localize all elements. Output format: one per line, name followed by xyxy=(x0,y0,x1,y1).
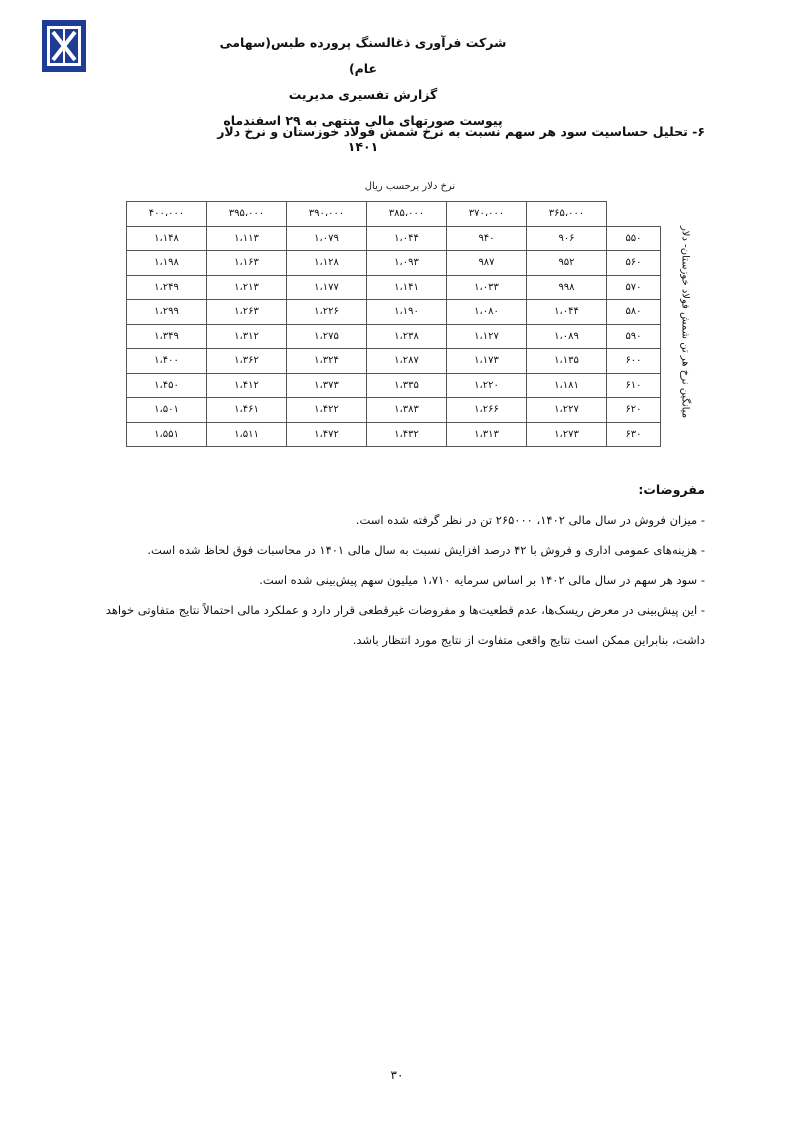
report-title: گزارش تفسیری مدیریت xyxy=(288,87,438,102)
table-cell: ۱،۳۸۳ xyxy=(367,398,447,423)
assumptions-title: مفروضات: xyxy=(638,482,705,497)
table-cell: ۱،۰۸۹ xyxy=(527,324,607,349)
assumption-item: - هزینه‌های عمومی اداری و فروش با ۴۲ درصد افزایش نسبت به سال مالی ۱۴۰۱ در محاسبات فوق لحاظ شده است. xyxy=(147,543,705,557)
table-cell: ۱،۱۱۳ xyxy=(207,226,287,251)
table-cell: ۱،۳۶۲ xyxy=(207,349,287,374)
table-cell: ۱،۳۷۳ xyxy=(287,373,367,398)
sensitivity-table xyxy=(126,201,661,447)
company-name: شرکت فرآوری ذغالسنگ پرورده طبس(سهامی عام) xyxy=(219,35,507,76)
document-header xyxy=(213,30,513,160)
table-cell: ۱،۴۲۲ xyxy=(287,398,367,423)
table-cell: ۱،۴۳۲ xyxy=(367,422,447,447)
table-cell: ۹۹۸ xyxy=(527,275,607,300)
row-header: ۵۶۰ xyxy=(607,251,661,276)
table-cell: ۱،۱۷۷ xyxy=(287,275,367,300)
table-cell: ۱،۲۸۷ xyxy=(367,349,447,374)
assumption-item: - میزان فروش در سال مالی ۱۴۰۲، ۲۶۵۰۰۰ تن در نظر گرفته شده است. xyxy=(355,513,705,527)
table-cell: ۱،۰۴۴ xyxy=(367,226,447,251)
row-header: ۵۵۰ xyxy=(607,226,661,251)
table-cell: ۱،۱۲۷ xyxy=(447,324,527,349)
row-header: ۵۸۰ xyxy=(607,300,661,325)
table-cell: ۱،۵۰۱ xyxy=(127,398,207,423)
table-cell: ۱،۲۹۹ xyxy=(127,300,207,325)
table-cell: ۱،۲۷۳ xyxy=(527,422,607,447)
table-cell: ۱،۲۳۸ xyxy=(367,324,447,349)
table-cell: ۱،۴۰۰ xyxy=(127,349,207,374)
table-cell: ۱،۵۵۱ xyxy=(127,422,207,447)
table-caption: نرخ دلار برحسب ریال xyxy=(364,181,456,192)
company-logo-icon xyxy=(42,20,86,72)
table-cell: ۱،۲۱۳ xyxy=(207,275,287,300)
table-cell: ۱،۳۳۵ xyxy=(367,373,447,398)
table-cell: ۱،۱۴۱ xyxy=(367,275,447,300)
page-number: ۳۰ xyxy=(390,1068,404,1082)
table-row xyxy=(127,398,661,423)
row-axis-label-text: میانگین نرخ هر تن شمش فولاد خوزستان- دلار xyxy=(679,225,691,419)
table-cell: ۱،۰۹۳ xyxy=(367,251,447,276)
table-cell: ۹۸۷ xyxy=(447,251,527,276)
table-row xyxy=(127,324,661,349)
table-row xyxy=(127,422,661,447)
table-row xyxy=(127,373,661,398)
table-cell: ۹۵۲ xyxy=(527,251,607,276)
table-cell: ۱،۴۶۱ xyxy=(207,398,287,423)
column-header: ۳۸۵،۰۰۰ xyxy=(367,202,447,227)
table-cell: ۱،۲۲۰ xyxy=(447,373,527,398)
table-cell: ۱،۱۳۵ xyxy=(527,349,607,374)
table-cell: ۱،۱۸۱ xyxy=(527,373,607,398)
column-header: ۴۰۰،۰۰۰ xyxy=(127,202,207,227)
table-cell: ۱،۳۲۴ xyxy=(287,349,367,374)
table-cell: ۱،۱۷۳ xyxy=(447,349,527,374)
table-cell: ۱،۲۴۹ xyxy=(127,275,207,300)
table-cell: ۱،۰۴۴ xyxy=(527,300,607,325)
column-header: ۳۶۵،۰۰۰ xyxy=(527,202,607,227)
table-row xyxy=(127,275,661,300)
table-cell: ۹۴۰ xyxy=(447,226,527,251)
table-cell: ۱،۱۶۳ xyxy=(207,251,287,276)
report-subtitle: پیوست صورتهای مالی منتهی به ۲۹ اسفندماه ۱۴۰۱ xyxy=(223,113,503,154)
table-cell: ۱،۱۴۸ xyxy=(127,226,207,251)
row-axis-label xyxy=(670,210,700,435)
table-cell: ۱،۲۲۶ xyxy=(287,300,367,325)
table-cell: ۱،۴۵۰ xyxy=(127,373,207,398)
table-header-row xyxy=(127,202,661,227)
column-header: ۳۹۵،۰۰۰ xyxy=(207,202,287,227)
table-cell: ۱،۲۲۷ xyxy=(527,398,607,423)
row-header: ۶۰۰ xyxy=(607,349,661,374)
table-row xyxy=(127,300,661,325)
table-row xyxy=(127,226,661,251)
table-cell: ۱،۱۲۸ xyxy=(287,251,367,276)
assumption-item: - سود هر سهم در سال مالی ۱۴۰۲ بر اساس سرمایه ۱،۷۱۰ میلیون سهم پیش‌بینی شده است. xyxy=(259,573,705,587)
section-title: ۶- تحلیل حساسیت سود هر سهم نسبت به نرخ شمش فولاد خوزستان و نرخ دلار xyxy=(217,124,705,139)
table-cell: ۱،۳۱۲ xyxy=(207,324,287,349)
row-header: ۶۱۰ xyxy=(607,373,661,398)
table-cell: ۹۰۶ xyxy=(527,226,607,251)
column-header: ۳۷۰،۰۰۰ xyxy=(447,202,527,227)
assumptions-list xyxy=(93,505,705,655)
table-cell: ۱،۴۱۲ xyxy=(207,373,287,398)
row-header: ۵۷۰ xyxy=(607,275,661,300)
table-cell: ۱،۱۹۸ xyxy=(127,251,207,276)
corner-cell xyxy=(607,202,661,227)
table-cell: ۱،۲۶۶ xyxy=(447,398,527,423)
table-cell: ۱،۲۶۳ xyxy=(207,300,287,325)
table-cell: ۱،۳۴۹ xyxy=(127,324,207,349)
table-cell: ۱،۴۷۲ xyxy=(287,422,367,447)
row-header: ۵۹۰ xyxy=(607,324,661,349)
table-cell: ۱،۲۷۵ xyxy=(287,324,367,349)
table-cell: ۱،۱۹۰ xyxy=(367,300,447,325)
row-header: ۶۳۰ xyxy=(607,422,661,447)
table-cell: ۱،۰۳۳ xyxy=(447,275,527,300)
table-row xyxy=(127,349,661,374)
table-cell: ۱،۰۸۰ xyxy=(447,300,527,325)
table-row xyxy=(127,251,661,276)
table-cell: ۱،۰۷۹ xyxy=(287,226,367,251)
row-header: ۶۲۰ xyxy=(607,398,661,423)
column-header: ۳۹۰،۰۰۰ xyxy=(287,202,367,227)
table-body xyxy=(127,202,661,447)
table-cell: ۱،۳۱۳ xyxy=(447,422,527,447)
assumption-item: - این پیش‌بینی در معرض ریسک‌ها، عدم قطعیت‌ها و مفروضات غیرقطعی قرار دارد و عملکرد مالی احتمالاً نتایج متفاوتی خواهد داشت، بنابراین ممکن است نتایج واقعی متفاوت از نتایج مورد انتظار باشد. xyxy=(105,603,705,647)
table-cell: ۱،۵۱۱ xyxy=(207,422,287,447)
